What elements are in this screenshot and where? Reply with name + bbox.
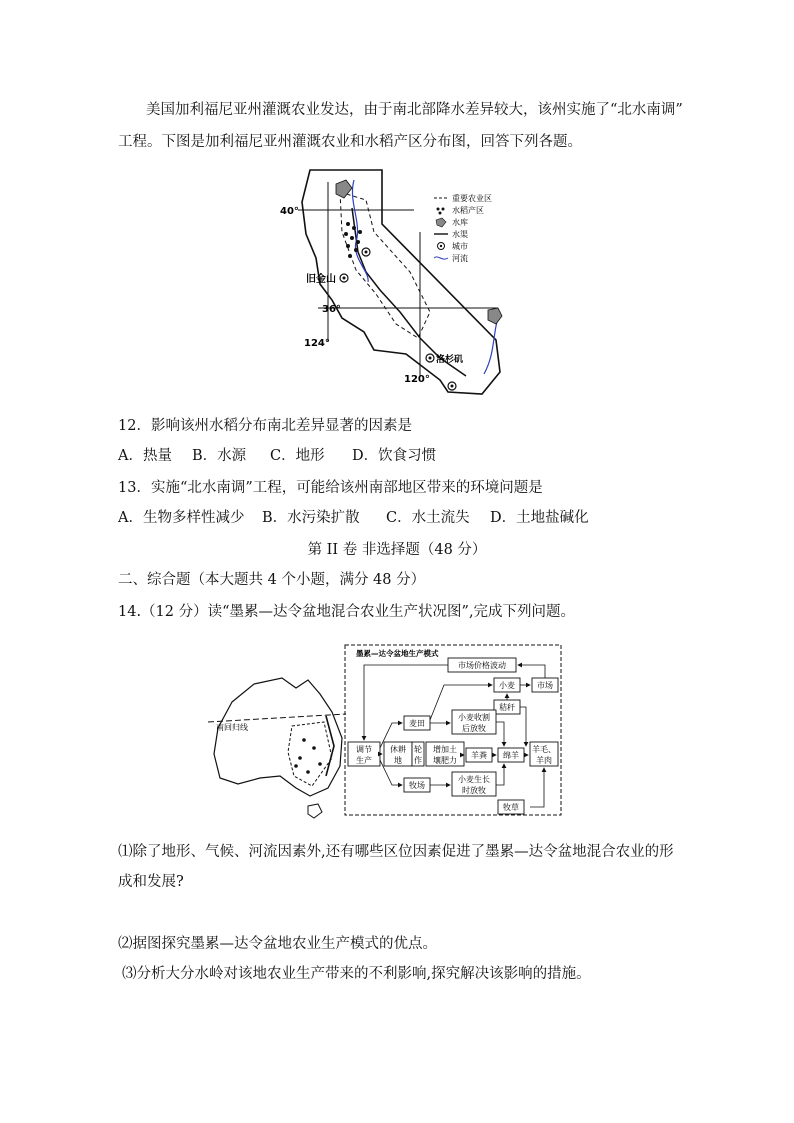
box-manure: 羊粪 <box>471 751 487 760</box>
box-wool-2: 羊肉 <box>536 756 552 765</box>
australia-map-figure <box>204 666 350 828</box>
q13-option-c: C．水土流失 <box>386 510 470 526</box>
section-2-title: 第 II 卷 非选择题（48 分） <box>307 542 487 558</box>
california-map-figure <box>270 162 510 402</box>
part-2-heading: 二、综合题（本大题共 4 个小题，满分 48 分） <box>118 572 426 588</box>
q12-option-a: A．热量 <box>118 448 172 464</box>
lat-40-label: 40° <box>280 206 299 217</box>
box-fertility-1: 增加土 <box>433 745 457 754</box>
box-market: 市场 <box>537 681 553 690</box>
farming-mode-diagram <box>344 644 564 818</box>
q14-sub2: ⑵据图探究墨累—达令盆地农业生产模式的优点。 <box>118 936 437 952</box>
q12-stem: 12．影响该州水稻分布南北差异显著的因素是 <box>118 418 412 434</box>
q13-stem: 13．实施“北水南调”工程，可能给该州南部地区带来的环境问题是 <box>118 480 543 496</box>
box-adjust-1: 调节 <box>356 745 372 754</box>
q14-stem: 14.（12 分）读“墨累—达令盆地混合农业生产状况图”,完成下列问题。 <box>118 604 576 620</box>
tropic-label: 南回归线 <box>216 723 248 732</box>
svg-text:重要农业区: 重要农业区 <box>452 194 492 203</box>
q13-option-b: B．水污染扩散 <box>262 510 360 526</box>
box-wheat: 小麦 <box>499 681 515 690</box>
q12-option-c: C．地形 <box>270 448 325 464</box>
q14-sub1-line-2: 成和发展? <box>118 874 184 890</box>
q13-option-d: D．土地盐碱化 <box>490 510 589 526</box>
box-straw: 秸秆 <box>499 703 515 712</box>
lon-120-label: 120° <box>404 374 430 385</box>
intro-line-1: 美国加利福尼亚州灌溉农业发达，由于南北部降水差异较大，该州实施了“北水南调” <box>146 102 683 118</box>
city-la-label: 洛杉矶 <box>436 355 464 365</box>
box-after-harvest-1: 小麦收割 <box>458 713 490 722</box>
tasmania <box>308 804 322 818</box>
box-growing-2: 时放牧 <box>462 786 486 795</box>
box-rotation-2: 作 <box>414 756 422 765</box>
box-fertility-2: 壤肥力 <box>433 756 457 765</box>
map-legend <box>434 193 492 263</box>
box-sheep: 绵羊 <box>503 751 519 760</box>
svg-text:水库: 水库 <box>452 218 468 227</box>
box-rotation-1: 轮 <box>414 745 422 754</box>
q12-option-b: B．水源 <box>192 448 247 464</box>
q14-sub3: ⑶分析大分水岭对该地农业生产带来的不利影响,探究解决该影响的措施。 <box>122 966 591 982</box>
lat-36-label: 36° <box>322 304 341 315</box>
box-fallow-1: 休耕 <box>390 745 406 754</box>
australia-outline <box>214 678 342 796</box>
diagram-title: 墨累—达令盆地生产模式 <box>356 649 439 658</box>
box-adjust-2: 生产 <box>356 756 372 765</box>
q12-option-d: D．饮食习惯 <box>352 448 437 464</box>
reservoir <box>488 308 502 324</box>
box-forage: 牧草 <box>503 803 519 812</box>
box-after-harvest-2: 后放牧 <box>462 724 486 733</box>
box-wool-1: 羊毛、 <box>532 745 556 754</box>
box-market-fluct: 市场价格波动 <box>458 661 506 670</box>
city-sf-label: 旧金山 <box>306 274 336 285</box>
box-fallow-2: 地 <box>394 756 402 765</box>
box-growing-1: 小麦生长 <box>458 775 490 784</box>
box-pasture: 牧场 <box>409 781 425 790</box>
lon-124-label: 124° <box>304 338 330 349</box>
svg-text:水渠: 水渠 <box>452 230 468 239</box>
svg-text:城市: 城市 <box>452 242 468 251</box>
box-wheatfield: 麦田 <box>409 719 425 728</box>
q13-option-a: A．生物多样性减少 <box>118 510 245 526</box>
q14-sub1-line-1: ⑴除了地形、气候、河流因素外,还有哪些区位因素促进了墨累—达令盆地混合农业的形 <box>118 844 674 860</box>
intro-line-2: 工程。下图是加利福尼亚州灌溉农业和水稻产区分布图，回答下列各题。 <box>118 134 582 150</box>
svg-text:河流: 河流 <box>452 254 468 263</box>
svg-text:水稻产区: 水稻产区 <box>452 206 484 215</box>
